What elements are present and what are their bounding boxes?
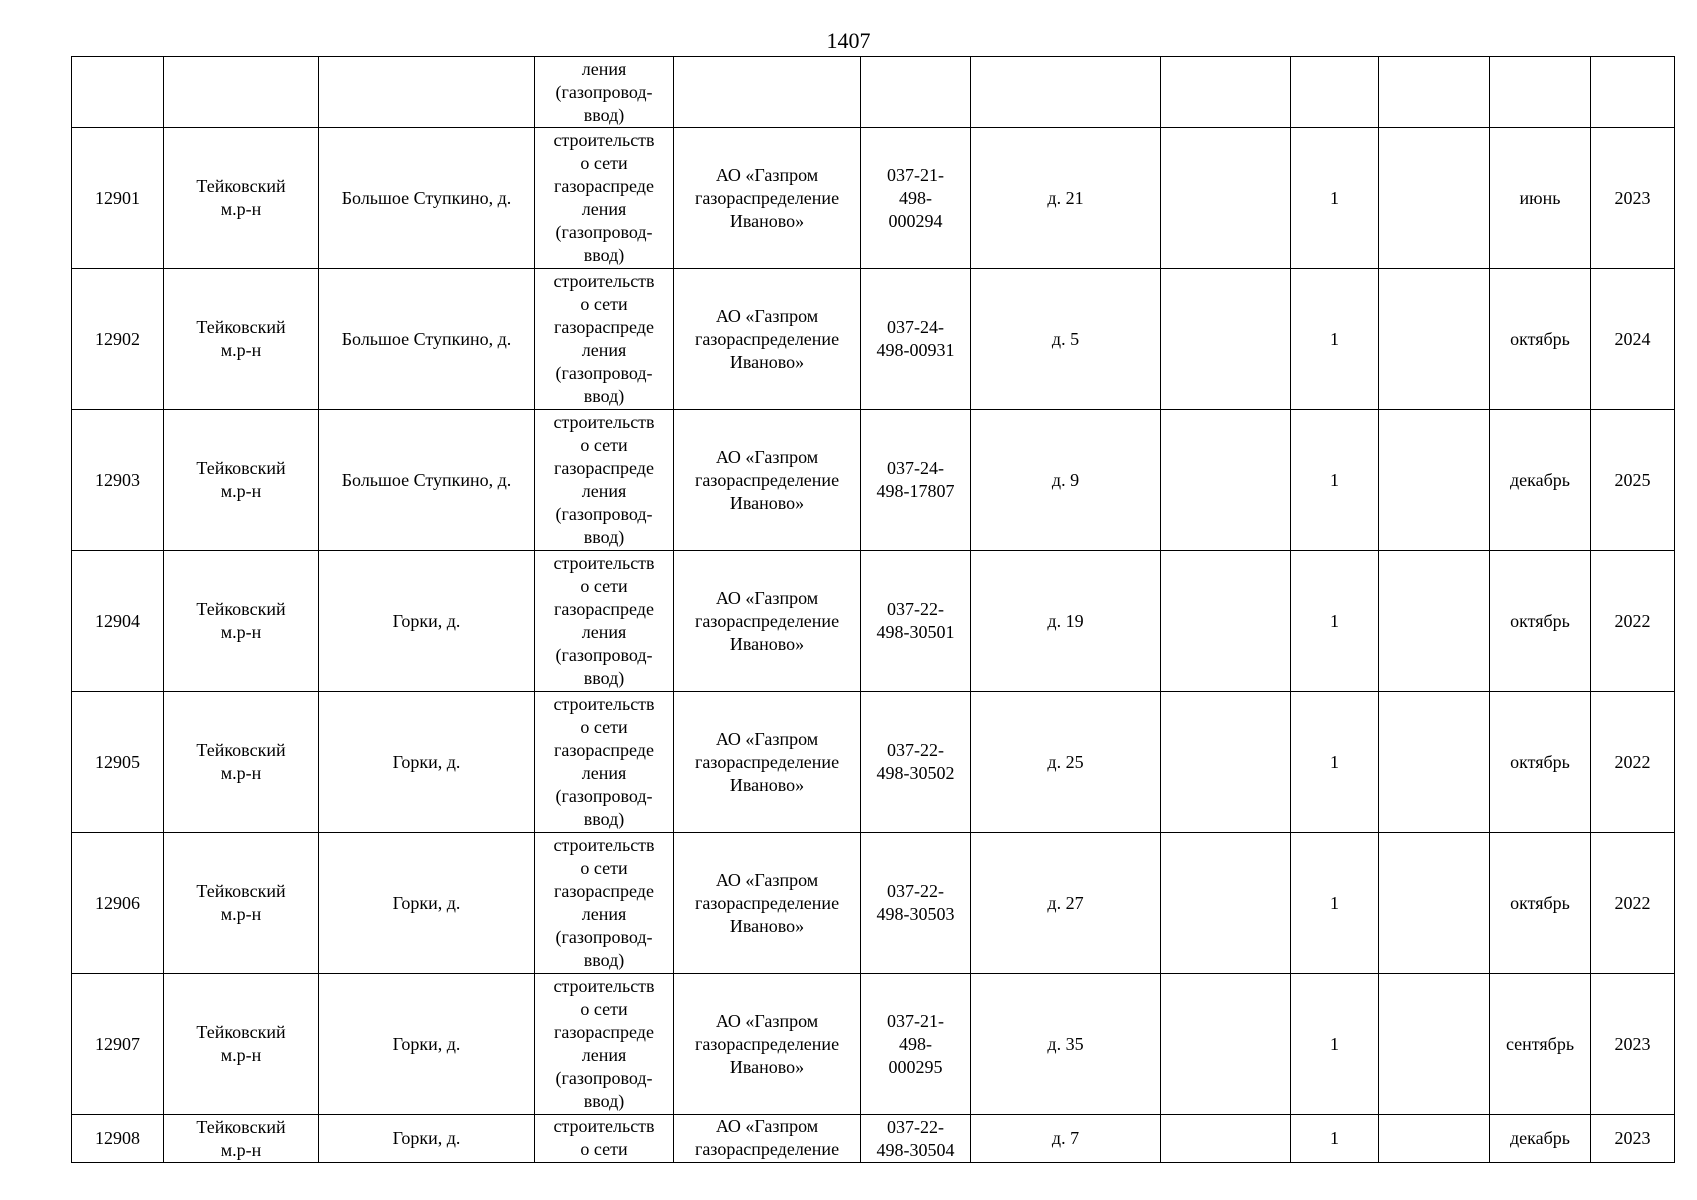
cell-count	[1291, 692, 1379, 833]
cell-month	[1490, 57, 1591, 128]
organization-line: Иваново»	[729, 351, 805, 372]
work-type-line: строительств	[553, 271, 655, 291]
work-type-line: газораспреде	[554, 740, 654, 760]
organization-line: АО «Газпром	[715, 587, 819, 608]
cell-count	[1291, 551, 1379, 692]
table-row	[72, 1115, 1675, 1163]
code-line: 037-24-	[887, 458, 944, 478]
cell-district	[164, 128, 319, 269]
organization-line: газораспределение	[694, 610, 840, 631]
code-line: 037-22-	[887, 740, 944, 760]
district-line: м.р-н	[220, 481, 262, 501]
work-type-line: (газопровод-	[555, 645, 653, 665]
row-id: 12901	[95, 187, 140, 208]
cell-extra2	[1379, 57, 1490, 128]
cell-extra	[1161, 128, 1291, 269]
cell-address	[971, 551, 1161, 692]
organization-line: газораспределение	[694, 328, 840, 349]
organization-line: Иваново»	[729, 633, 805, 654]
work-type-line: строительств	[553, 1116, 655, 1136]
count: 1	[1330, 892, 1339, 913]
count: 1	[1330, 187, 1339, 208]
work-type-line: газораспреде	[554, 317, 654, 337]
cell-organization	[674, 1115, 861, 1163]
organization-line: газораспределение	[694, 751, 840, 772]
cell-year	[1591, 692, 1675, 833]
locality: Горки, д.	[392, 892, 461, 913]
work-type-line: ления	[581, 59, 627, 79]
cell-code	[861, 410, 971, 551]
cell-locality	[319, 833, 535, 974]
district-line: Тейковский	[196, 317, 286, 337]
row-id: 12903	[95, 469, 140, 490]
district-line: Тейковский	[196, 599, 286, 619]
work-type-line: ввод)	[583, 245, 625, 265]
organization-line: Иваново»	[729, 915, 805, 936]
organization-line: АО «Газпром	[715, 728, 819, 749]
cell-code	[861, 128, 971, 269]
organization-line: АО «Газпром	[715, 869, 819, 890]
cell-extra2	[1379, 1115, 1490, 1163]
code-line: 037-21-	[887, 164, 944, 185]
address: д. 9	[1051, 469, 1080, 490]
code-line: 037-22-	[887, 881, 944, 901]
code-line: 037-21-	[887, 1010, 944, 1031]
cell-district	[164, 974, 319, 1115]
row-id: 12908	[95, 1128, 140, 1148]
cell-count	[1291, 410, 1379, 551]
locality: Большое Ступкино, д.	[341, 469, 512, 490]
work-type-line: ввод)	[583, 809, 625, 829]
address: д. 25	[1047, 751, 1084, 772]
district-line: Тейковский	[196, 176, 286, 196]
district-line: Тейковский	[196, 1116, 286, 1137]
cell-extra2	[1379, 551, 1490, 692]
locality: Горки, д.	[392, 1033, 461, 1054]
table-row	[72, 269, 1675, 410]
count: 1	[1330, 751, 1339, 772]
code-line: 498-	[899, 1033, 932, 1054]
work-type-line: о сети	[580, 717, 628, 737]
organization-line: газораспределение	[694, 892, 840, 913]
address: д. 27	[1047, 892, 1084, 913]
district-line: м.р-н	[220, 340, 262, 360]
organization-line: Иваново»	[729, 492, 805, 513]
organization-line: Иваново»	[729, 210, 805, 231]
page-number: 1407	[826, 28, 871, 53]
cell-extra2	[1379, 410, 1490, 551]
cell-month	[1490, 410, 1591, 551]
cell-district	[164, 833, 319, 974]
code-line: 037-22-	[887, 599, 944, 619]
cell-month	[1490, 128, 1591, 269]
cell-extra2	[1379, 974, 1490, 1115]
month: сентябрь	[1505, 1033, 1575, 1054]
work-type-line: строительств	[553, 412, 655, 432]
month: октябрь	[1510, 751, 1570, 772]
month: июнь	[1519, 187, 1561, 208]
district-line: м.р-н	[220, 622, 262, 642]
work-type-line: ления	[581, 763, 627, 783]
cell-code	[861, 551, 971, 692]
row-id: 12904	[95, 610, 140, 631]
month: октябрь	[1510, 610, 1570, 631]
work-type-line: о сети	[580, 576, 628, 596]
work-type-line: ления	[581, 622, 627, 642]
work-type-line: (газопровод-	[555, 363, 653, 383]
cell-extra2	[1379, 833, 1490, 974]
code-line: 498-30503	[876, 904, 955, 924]
cell-month	[1490, 974, 1591, 1115]
work-type-line: о сети	[580, 858, 628, 878]
year: 2023	[1614, 1033, 1651, 1054]
cell-locality	[319, 410, 535, 551]
table-body	[72, 57, 1675, 1163]
cell-month	[1490, 1115, 1591, 1163]
register-table	[71, 56, 1675, 1163]
cell-work-type	[535, 551, 674, 692]
row-id: 12905	[95, 751, 140, 772]
cell-year	[1591, 974, 1675, 1115]
cell-extra	[1161, 1115, 1291, 1163]
cell-organization	[674, 551, 861, 692]
cell-extra	[1161, 269, 1291, 410]
cell-organization	[674, 833, 861, 974]
table-row	[72, 692, 1675, 833]
cell-year	[1591, 128, 1675, 269]
cell-year	[1591, 551, 1675, 692]
address: д. 35	[1047, 1033, 1084, 1054]
organization-line: Иваново»	[729, 774, 805, 795]
work-type-line: ввод)	[583, 668, 625, 688]
work-type-line: ления	[581, 1045, 627, 1065]
work-type-line: ввод)	[583, 527, 625, 547]
district-line: м.р-н	[220, 904, 262, 924]
work-type-line: (газопровод-	[555, 1068, 653, 1088]
year: 2022	[1614, 610, 1651, 631]
district-line: Тейковский	[196, 740, 286, 760]
cell-work-type	[535, 269, 674, 410]
cell-organization	[674, 692, 861, 833]
row-id: 12902	[95, 328, 140, 349]
cell-extra	[1161, 57, 1291, 128]
work-type-line: строительств	[553, 976, 655, 996]
cell-count	[1291, 128, 1379, 269]
count: 1	[1330, 1128, 1339, 1148]
work-type-line: ввод)	[583, 950, 625, 970]
address: д. 21	[1047, 187, 1084, 208]
cell-organization	[674, 269, 861, 410]
locality: Горки, д.	[392, 610, 461, 631]
work-type-line: ввод)	[583, 1091, 625, 1111]
work-type-line: (газопровод-	[555, 504, 653, 524]
cell-work-type	[535, 833, 674, 974]
cell-locality	[319, 57, 535, 128]
address: д. 7	[1051, 1128, 1080, 1148]
cell-extra2	[1379, 692, 1490, 833]
cell-work-type	[535, 128, 674, 269]
cell-locality	[319, 692, 535, 833]
cell-month	[1490, 692, 1591, 833]
cell-code	[861, 833, 971, 974]
cell-year	[1591, 410, 1675, 551]
work-type-line: (газопровод-	[555, 222, 653, 242]
organization-line: Иваново»	[729, 1056, 805, 1077]
table-row-continued	[72, 57, 1675, 128]
cell-count	[1291, 57, 1379, 128]
cell-district	[164, 410, 319, 551]
cell-work-type	[535, 1115, 674, 1163]
cell-locality	[319, 128, 535, 269]
work-type-line: (газопровод-	[555, 927, 653, 947]
code-line: 498-30502	[876, 763, 955, 783]
cell-month	[1490, 833, 1591, 974]
row-id: 12906	[95, 892, 140, 913]
cell-locality	[319, 551, 535, 692]
work-type-line: газораспреде	[554, 176, 654, 196]
cell-code	[861, 692, 971, 833]
cell-id	[72, 57, 164, 128]
cell-address	[971, 833, 1161, 974]
year: 2022	[1614, 892, 1651, 913]
cell-locality	[319, 974, 535, 1115]
cell-count	[1291, 1115, 1379, 1163]
cell-district	[164, 551, 319, 692]
work-type-line: строительств	[553, 694, 655, 714]
district-line: м.р-н	[220, 763, 262, 783]
table-row	[72, 974, 1675, 1115]
work-type-line: строительств	[553, 553, 655, 573]
district-line: Тейковский	[196, 458, 286, 478]
cell-year	[1591, 833, 1675, 974]
work-type-line: ления	[581, 481, 627, 501]
cell-id	[72, 833, 164, 974]
code-line: 498-	[899, 187, 932, 208]
cell-count	[1291, 833, 1379, 974]
organization-line: АО «Газпром	[715, 1116, 819, 1136]
work-type-line: о сети	[580, 1139, 628, 1159]
cell-locality	[319, 1115, 535, 1163]
table-row	[72, 128, 1675, 269]
work-type-line: ления	[581, 904, 627, 924]
cell-month	[1490, 269, 1591, 410]
cell-id	[72, 974, 164, 1115]
cell-organization	[674, 128, 861, 269]
cell-code	[861, 974, 971, 1115]
code-line: 037-24-	[887, 317, 944, 337]
work-type-line: о сети	[580, 153, 628, 173]
cell-code	[861, 269, 971, 410]
table-row	[72, 833, 1675, 974]
cell-id	[72, 410, 164, 551]
cell-extra	[1161, 833, 1291, 974]
locality: Горки, д.	[392, 751, 461, 772]
code-line: 037-22-	[887, 1116, 944, 1137]
cell-work-type	[535, 974, 674, 1115]
table-row	[72, 410, 1675, 551]
cell-locality	[319, 269, 535, 410]
cell-id	[72, 692, 164, 833]
count: 1	[1330, 1033, 1339, 1054]
cell-organization	[674, 57, 861, 128]
address: д. 19	[1047, 610, 1084, 631]
cell-address	[971, 128, 1161, 269]
cell-extra	[1161, 692, 1291, 833]
cell-id	[72, 551, 164, 692]
cell-extra	[1161, 551, 1291, 692]
work-type-line: о сети	[580, 999, 628, 1019]
cell-id	[72, 1115, 164, 1163]
year: 2023	[1614, 1128, 1651, 1148]
cell-address	[971, 269, 1161, 410]
cell-extra2	[1379, 128, 1490, 269]
work-type-line: газораспреде	[554, 881, 654, 901]
code-line: 498-30501	[876, 622, 955, 642]
count: 1	[1330, 469, 1339, 490]
organization-line: газораспределение	[694, 187, 840, 208]
cell-address	[971, 57, 1161, 128]
year: 2022	[1614, 751, 1651, 772]
district-line: м.р-н	[220, 1045, 262, 1065]
code-line: 498-30504	[876, 1139, 955, 1160]
work-type-line: газораспреде	[554, 458, 654, 478]
cell-address	[971, 974, 1161, 1115]
organization-line: газораспределение	[694, 1033, 840, 1054]
cell-district	[164, 1115, 319, 1163]
cell-month	[1490, 551, 1591, 692]
cell-year	[1591, 269, 1675, 410]
organization-line: газораспределение	[694, 1139, 840, 1159]
work-type-line: о сети	[580, 435, 628, 455]
work-type-line: строительств	[553, 130, 655, 150]
table-row	[72, 551, 1675, 692]
work-type-line: газораспреде	[554, 599, 654, 619]
cell-organization	[674, 974, 861, 1115]
cell-work-type	[535, 57, 674, 128]
month: октябрь	[1510, 328, 1570, 349]
row-id: 12907	[95, 1033, 140, 1054]
cell-work-type	[535, 410, 674, 551]
district-line: м.р-н	[220, 1139, 262, 1160]
work-type-line: ввод)	[583, 386, 625, 406]
cell-count	[1291, 269, 1379, 410]
district-line: м.р-н	[220, 199, 262, 219]
year: 2023	[1614, 187, 1651, 208]
district-line: Тейковский	[196, 881, 286, 901]
code-line: 498-17807	[876, 481, 955, 501]
district-line: Тейковский	[196, 1022, 286, 1042]
cell-code	[861, 1115, 971, 1163]
code-line: 000294	[888, 210, 943, 231]
work-type-line: газораспреде	[554, 1022, 654, 1042]
work-type-line: (газопровод-	[555, 82, 653, 102]
cell-organization	[674, 410, 861, 551]
month: декабрь	[1510, 469, 1570, 490]
organization-line: АО «Газпром	[715, 164, 819, 185]
work-type-line: ления	[581, 199, 627, 219]
cell-address	[971, 1115, 1161, 1163]
cell-id	[72, 128, 164, 269]
code-line: 000295	[888, 1056, 943, 1077]
locality: Горки, д.	[392, 1128, 461, 1148]
work-type-line: ввод)	[583, 105, 625, 125]
cell-code	[861, 57, 971, 128]
month: декабрь	[1510, 1128, 1570, 1148]
work-type-line: (газопровод-	[555, 786, 653, 806]
work-type-line: ления	[581, 340, 627, 360]
cell-count	[1291, 974, 1379, 1115]
work-type-line: строительств	[553, 835, 655, 855]
cell-address	[971, 410, 1161, 551]
cell-year	[1591, 1115, 1675, 1163]
cell-extra	[1161, 410, 1291, 551]
year: 2025	[1614, 469, 1651, 490]
month: октябрь	[1510, 892, 1570, 913]
organization-line: АО «Газпром	[715, 1010, 819, 1031]
cell-district	[164, 57, 319, 128]
address: д. 5	[1051, 328, 1080, 349]
cell-work-type	[535, 692, 674, 833]
cell-address	[971, 692, 1161, 833]
cell-year	[1591, 57, 1675, 128]
organization-line: АО «Газпром	[715, 446, 819, 467]
cell-district	[164, 269, 319, 410]
count: 1	[1330, 328, 1339, 349]
organization-line: АО «Газпром	[715, 305, 819, 326]
work-type-line: о сети	[580, 294, 628, 314]
cell-extra2	[1379, 269, 1490, 410]
organization-line: газораспределение	[694, 469, 840, 490]
cell-extra	[1161, 974, 1291, 1115]
count: 1	[1330, 610, 1339, 631]
cell-district	[164, 692, 319, 833]
locality: Большое Ступкино, д.	[341, 187, 512, 208]
locality: Большое Ступкино, д.	[341, 328, 512, 349]
year: 2024	[1614, 328, 1651, 349]
cell-id	[72, 269, 164, 410]
code-line: 498-00931	[876, 340, 955, 360]
